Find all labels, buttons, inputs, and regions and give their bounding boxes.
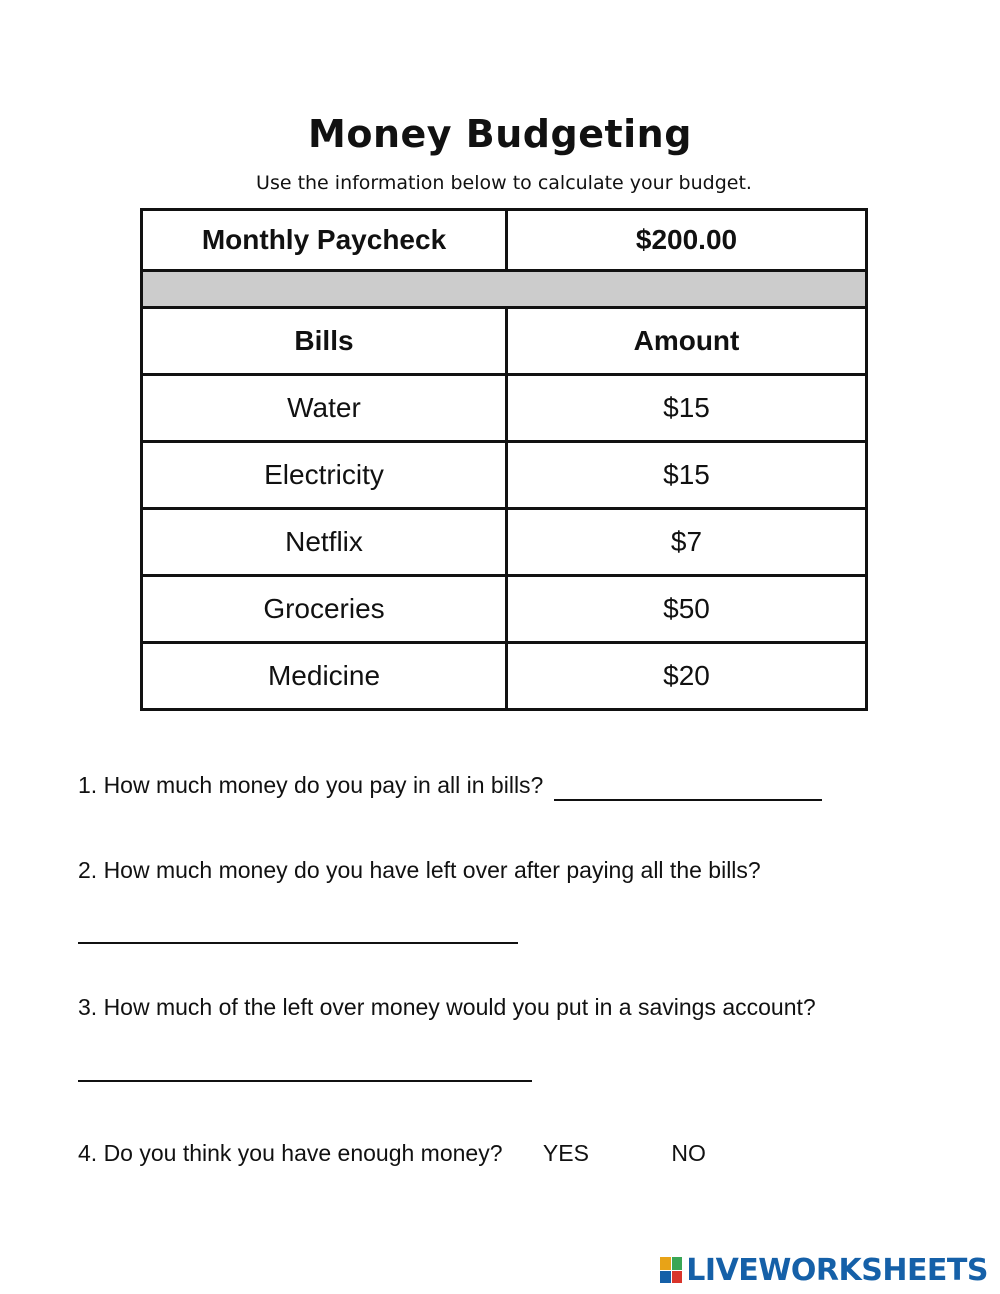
bill-name: Electricity	[142, 442, 507, 509]
budget-table	[140, 208, 868, 711]
table-row	[142, 442, 867, 509]
separator-cell	[142, 271, 867, 308]
bill-amount: $15	[507, 442, 867, 509]
question-3-text: 3. How much of the left over money would you put in a savings account?	[78, 994, 816, 1020]
question-4	[78, 1140, 706, 1167]
question-1-text: 1. How much money do you pay in all in bills?	[78, 772, 544, 798]
header-amount: Amount	[507, 308, 867, 375]
answer-2-field[interactable]	[78, 942, 518, 944]
liveworksheets-logo-icon	[660, 1257, 682, 1283]
answer-no-option[interactable]: NO	[671, 1140, 706, 1166]
instructions: Use the information below to calculate your budget.	[256, 172, 752, 194]
bill-name: Water	[142, 375, 507, 442]
answer-yes-option[interactable]: YES	[542, 1140, 589, 1166]
table-row	[142, 509, 867, 576]
page-title: Money Budgeting	[308, 112, 692, 156]
table-row	[142, 375, 867, 442]
question-1	[78, 772, 822, 801]
table-row	[142, 643, 867, 710]
paycheck-row	[142, 210, 867, 271]
question-2-text: 2. How much money do you have left over after paying all the bills?	[78, 857, 761, 883]
answer-3-field[interactable]	[78, 1080, 532, 1082]
bill-amount: $20	[507, 643, 867, 710]
header-bills: Bills	[142, 308, 507, 375]
table-row	[142, 576, 867, 643]
separator-row	[142, 271, 867, 308]
paycheck-value: $200.00	[507, 210, 867, 271]
bill-amount: $7	[507, 509, 867, 576]
logo-text: LIVEWORKSHEETS	[686, 1252, 988, 1288]
bill-amount: $50	[507, 576, 867, 643]
table-header-row	[142, 308, 867, 375]
liveworksheets-logo	[660, 1254, 988, 1286]
bill-name: Medicine	[142, 643, 507, 710]
question-4-text: 4. Do you think you have enough money?	[78, 1140, 503, 1166]
bill-name: Netflix	[142, 509, 507, 576]
bill-amount: $15	[507, 375, 867, 442]
bill-name: Groceries	[142, 576, 507, 643]
paycheck-label: Monthly Paycheck	[142, 210, 507, 271]
answer-1-field[interactable]	[554, 772, 822, 801]
